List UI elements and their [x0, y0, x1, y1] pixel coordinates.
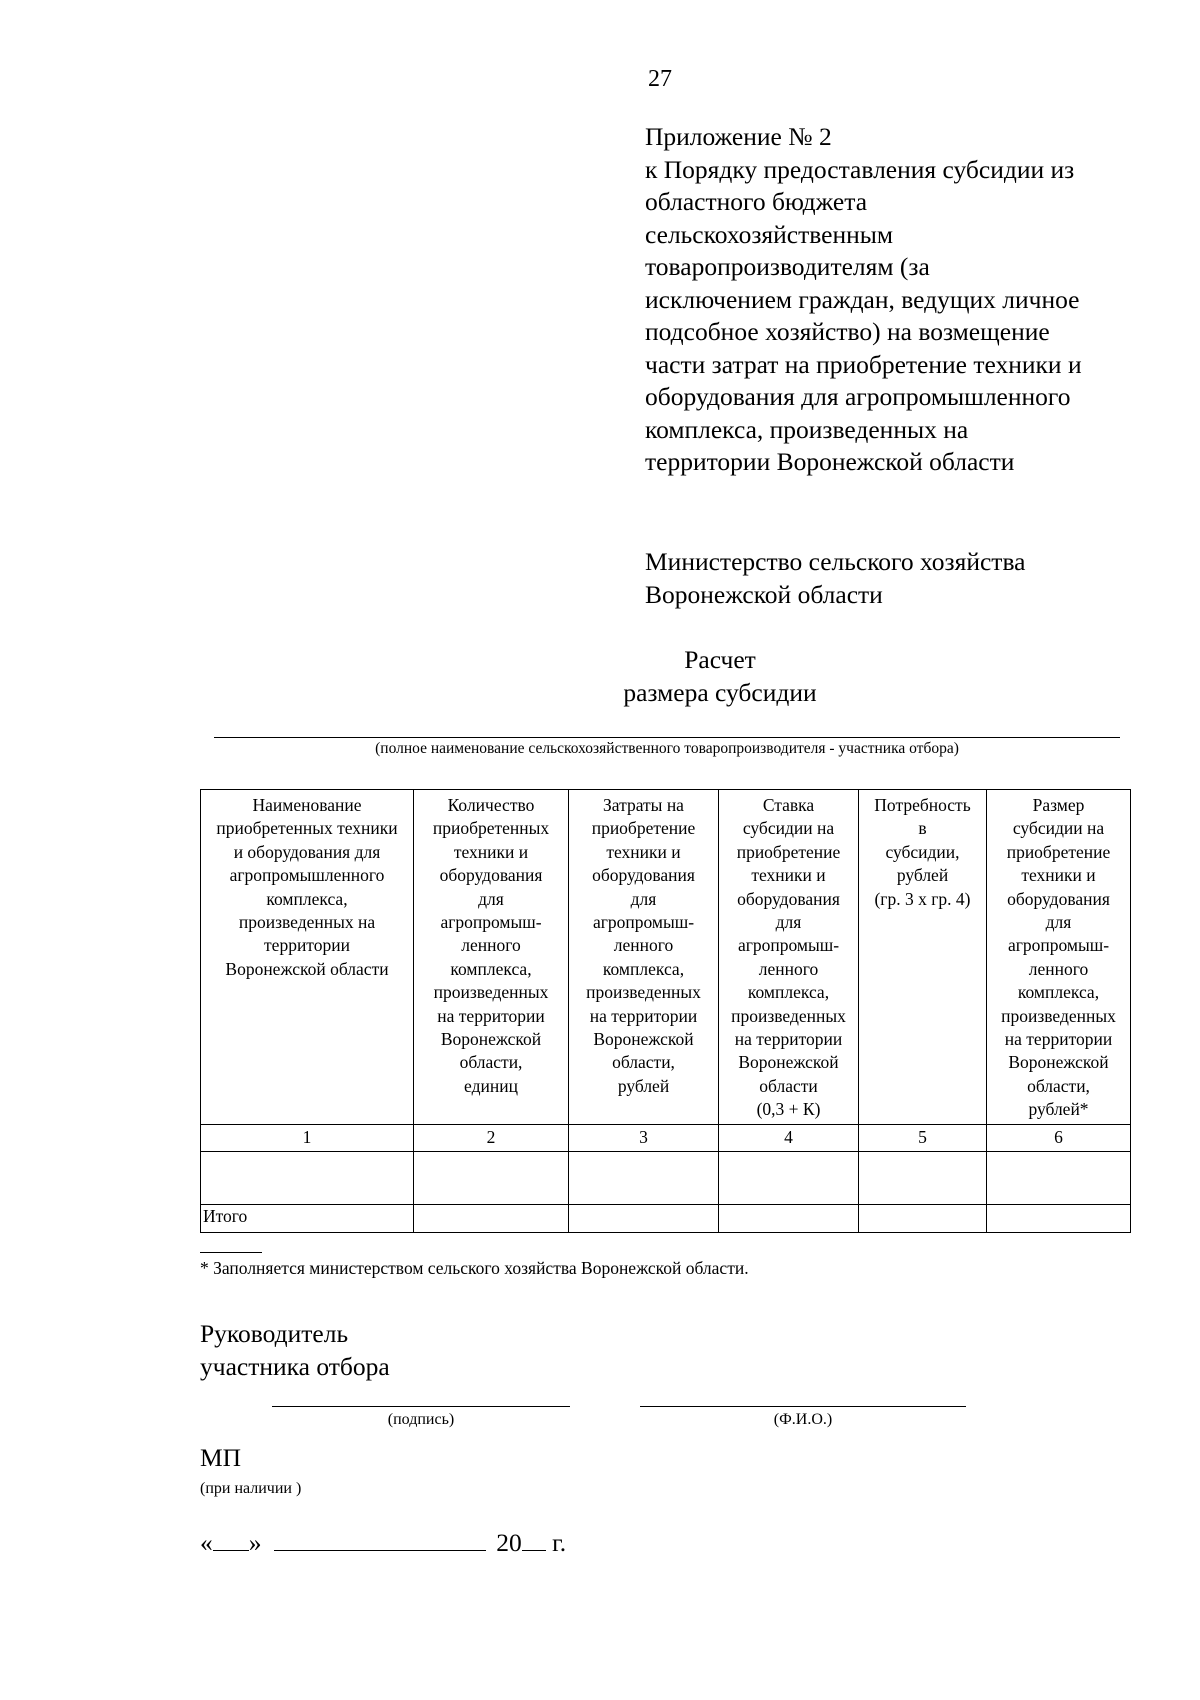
table-cell[interactable] [719, 1204, 859, 1232]
column-header-line: Воронежской [738, 1052, 839, 1073]
column-header-line: техники и [453, 841, 529, 862]
column-header-line: для [630, 888, 657, 909]
footnote-divider [200, 1252, 262, 1253]
column-header-line: и оборудования для [233, 841, 381, 862]
column-header-line: Воронежской [440, 1029, 542, 1050]
column-number-row [201, 1124, 1131, 1151]
column-number: 2 [414, 1124, 569, 1151]
column-header-line: агропромыш- [1007, 935, 1110, 956]
appendix-line: комплекса, произведенных на [645, 414, 969, 444]
column-header-line: оборудования [592, 865, 695, 886]
table-header-row [201, 790, 1131, 1125]
column-header-line: агропромыш- [737, 935, 840, 956]
column-header-line: субсидии на [1012, 818, 1105, 839]
column-number: 3 [569, 1124, 719, 1151]
table-cell[interactable] [414, 1204, 569, 1232]
column-header-line: в [918, 818, 927, 839]
column-header-line: оборудования [1007, 888, 1110, 909]
column-header-line: для [775, 912, 802, 933]
column-header-line: Затраты на [603, 795, 684, 815]
appendix-line: Приложение № 2 [645, 122, 832, 151]
column-header-line: рублей [896, 865, 949, 886]
date-field [200, 1528, 566, 1558]
day-blank[interactable] [213, 1528, 249, 1551]
column-header-line: Количество [447, 795, 535, 815]
column-header-line: техники и [1021, 865, 1096, 886]
title-line-2: размера субсидии [623, 678, 817, 707]
column-header-line: рублей [617, 1075, 670, 1096]
signature-caption: (подпись) [387, 1411, 455, 1428]
stamp-note: (при наличии ) [200, 1480, 302, 1497]
appendix-line: областного бюджета [645, 187, 868, 216]
full-name-caption: (Ф.И.О.) [773, 1411, 833, 1428]
table-cell[interactable] [569, 1151, 719, 1204]
column-header-line: Воронежской [593, 1029, 694, 1050]
appendix-line: к Порядку предоставления субсидии из [645, 154, 1075, 184]
column-header-line: техники и [606, 841, 681, 862]
column-header-line: произведенных [731, 1005, 846, 1026]
column-header-line: оборудования [439, 865, 543, 886]
table-cell[interactable] [414, 1151, 569, 1204]
column-header [201, 790, 414, 1125]
column-header-line: произведенных на [238, 912, 376, 933]
ministry-line: Министерство сельского хозяйства [645, 547, 1026, 576]
column-number: 4 [719, 1124, 859, 1151]
column-header-line: приобретенных [432, 818, 550, 839]
column-header-line: агропромыш- [440, 912, 542, 933]
head-title-line-2: участника отбора [200, 1352, 390, 1381]
column-header-line: области, [1027, 1075, 1090, 1096]
column-header-line: для [478, 888, 504, 909]
column-header-line: произведенных [433, 982, 549, 1003]
column-header-line: Наименование [252, 795, 362, 815]
table-cell[interactable] [987, 1204, 1131, 1232]
column-number: 1 [201, 1124, 414, 1151]
column-header-line: на территории [437, 1005, 545, 1026]
column-header-line: для [1045, 912, 1072, 933]
column-header-line: Воронежской области [225, 958, 389, 979]
column-header-line: приобретенных техники [216, 818, 398, 839]
table-cell[interactable] [859, 1204, 987, 1232]
column-header-line: ленного [758, 958, 819, 979]
document-title [520, 643, 920, 709]
month-blank[interactable] [274, 1528, 486, 1551]
column-header-line: (0,3 + К) [756, 1099, 821, 1120]
participant-name-caption: (полное наименование сельскохозяйственного товаропроизводителя - участника отбора) [375, 740, 959, 757]
column-header-line: комплекса, [1017, 982, 1100, 1003]
ministry-line: Воронежской области [645, 580, 883, 609]
column-header-line: области, [612, 1052, 675, 1073]
year-suffix: г. [552, 1528, 567, 1557]
column-header-line: оборудования [737, 888, 840, 909]
total-label: Итого [201, 1204, 414, 1232]
table-cell[interactable] [859, 1151, 987, 1204]
column-header-line: Размер [1032, 795, 1085, 815]
column-header-line: субсидии на [742, 818, 835, 839]
column-number: 5 [859, 1124, 987, 1151]
appendix-line: оборудования для агропромышленного [645, 382, 1071, 411]
column-header [719, 790, 859, 1125]
column-header-line: ленного [613, 935, 674, 956]
column-header-line: агропромыш- [592, 912, 695, 933]
column-header [859, 790, 987, 1125]
column-header [987, 790, 1131, 1125]
ministry-block [645, 545, 1025, 611]
column-header-line: на территории [1004, 1029, 1113, 1050]
column-header-line: комплекса, [450, 958, 532, 979]
appendix-line: подсобное хозяйство) на возмещение [645, 317, 1050, 346]
appendix-header [645, 121, 1165, 479]
column-header-line: ленного [461, 935, 521, 956]
column-header-line: территории [264, 935, 350, 956]
table-cell[interactable] [569, 1204, 719, 1232]
column-header-line: приобретение [1006, 841, 1111, 862]
appendix-line: товаропроизводителям (за [645, 252, 930, 281]
appendix-line: сельскохозяйственным [645, 219, 894, 249]
table-cell[interactable] [987, 1151, 1131, 1204]
table-cell[interactable] [719, 1151, 859, 1204]
column-header-line: на территории [589, 1005, 698, 1026]
column-header-line: агропромышленного [229, 865, 385, 886]
column-header-line: рублей* [1028, 1099, 1089, 1120]
column-number: 6 [987, 1124, 1131, 1151]
title-line-1: Расчет [684, 645, 756, 674]
column-header-line: техники и [751, 865, 826, 886]
head-title [200, 1317, 390, 1383]
page-number: 27 [648, 66, 672, 92]
year-blank[interactable] [522, 1528, 546, 1551]
footnote: * Заполняется министерством сельского хозяйства Воронежской области. [200, 1258, 749, 1278]
head-title-line-1: Руководитель [200, 1319, 349, 1348]
column-header-line: ленного [1028, 958, 1089, 979]
column-header-line: единиц [464, 1075, 518, 1096]
close-quote: » [248, 1528, 262, 1557]
table-row [201, 1151, 1131, 1204]
column-header-line: приобретение [591, 818, 696, 839]
column-header-line: области, [459, 1052, 523, 1073]
year-prefix: 20 [496, 1528, 522, 1557]
column-header-line: комплекса, [602, 958, 685, 979]
subsidy-table [200, 789, 1131, 1233]
column-header-line: Потребность [874, 795, 971, 815]
open-quote: « [200, 1528, 213, 1557]
signature-line[interactable] [272, 1406, 570, 1407]
column-header-line: произведенных [1001, 1005, 1116, 1026]
column-header [569, 790, 719, 1125]
total-row [201, 1204, 1131, 1232]
column-header-line: субсидии, [885, 841, 960, 862]
column-header-line: Воронежской [1008, 1052, 1109, 1073]
stamp-label: МП [200, 1443, 242, 1472]
column-header-line: Ставка [762, 795, 815, 815]
participant-name-line[interactable] [214, 737, 1120, 738]
column-header-line: комплекса, [266, 888, 348, 909]
full-name-line[interactable] [640, 1406, 966, 1407]
appendix-line: исключением граждан, ведущих личное [645, 284, 1080, 314]
column-header-line: области [759, 1075, 818, 1096]
column-header-line: произведенных [586, 982, 701, 1003]
column-header [414, 790, 569, 1125]
column-header-line: на территории [734, 1029, 843, 1050]
column-header-line: приобретение [736, 841, 841, 862]
appendix-line: части затрат на приобретение техники и [645, 349, 1082, 379]
column-header-line: комплекса, [747, 982, 830, 1003]
table-cell[interactable] [201, 1151, 414, 1204]
column-header-line: (гр. 3 х гр. 4) [874, 888, 971, 909]
appendix-line: территории Воронежской области [645, 447, 1015, 476]
